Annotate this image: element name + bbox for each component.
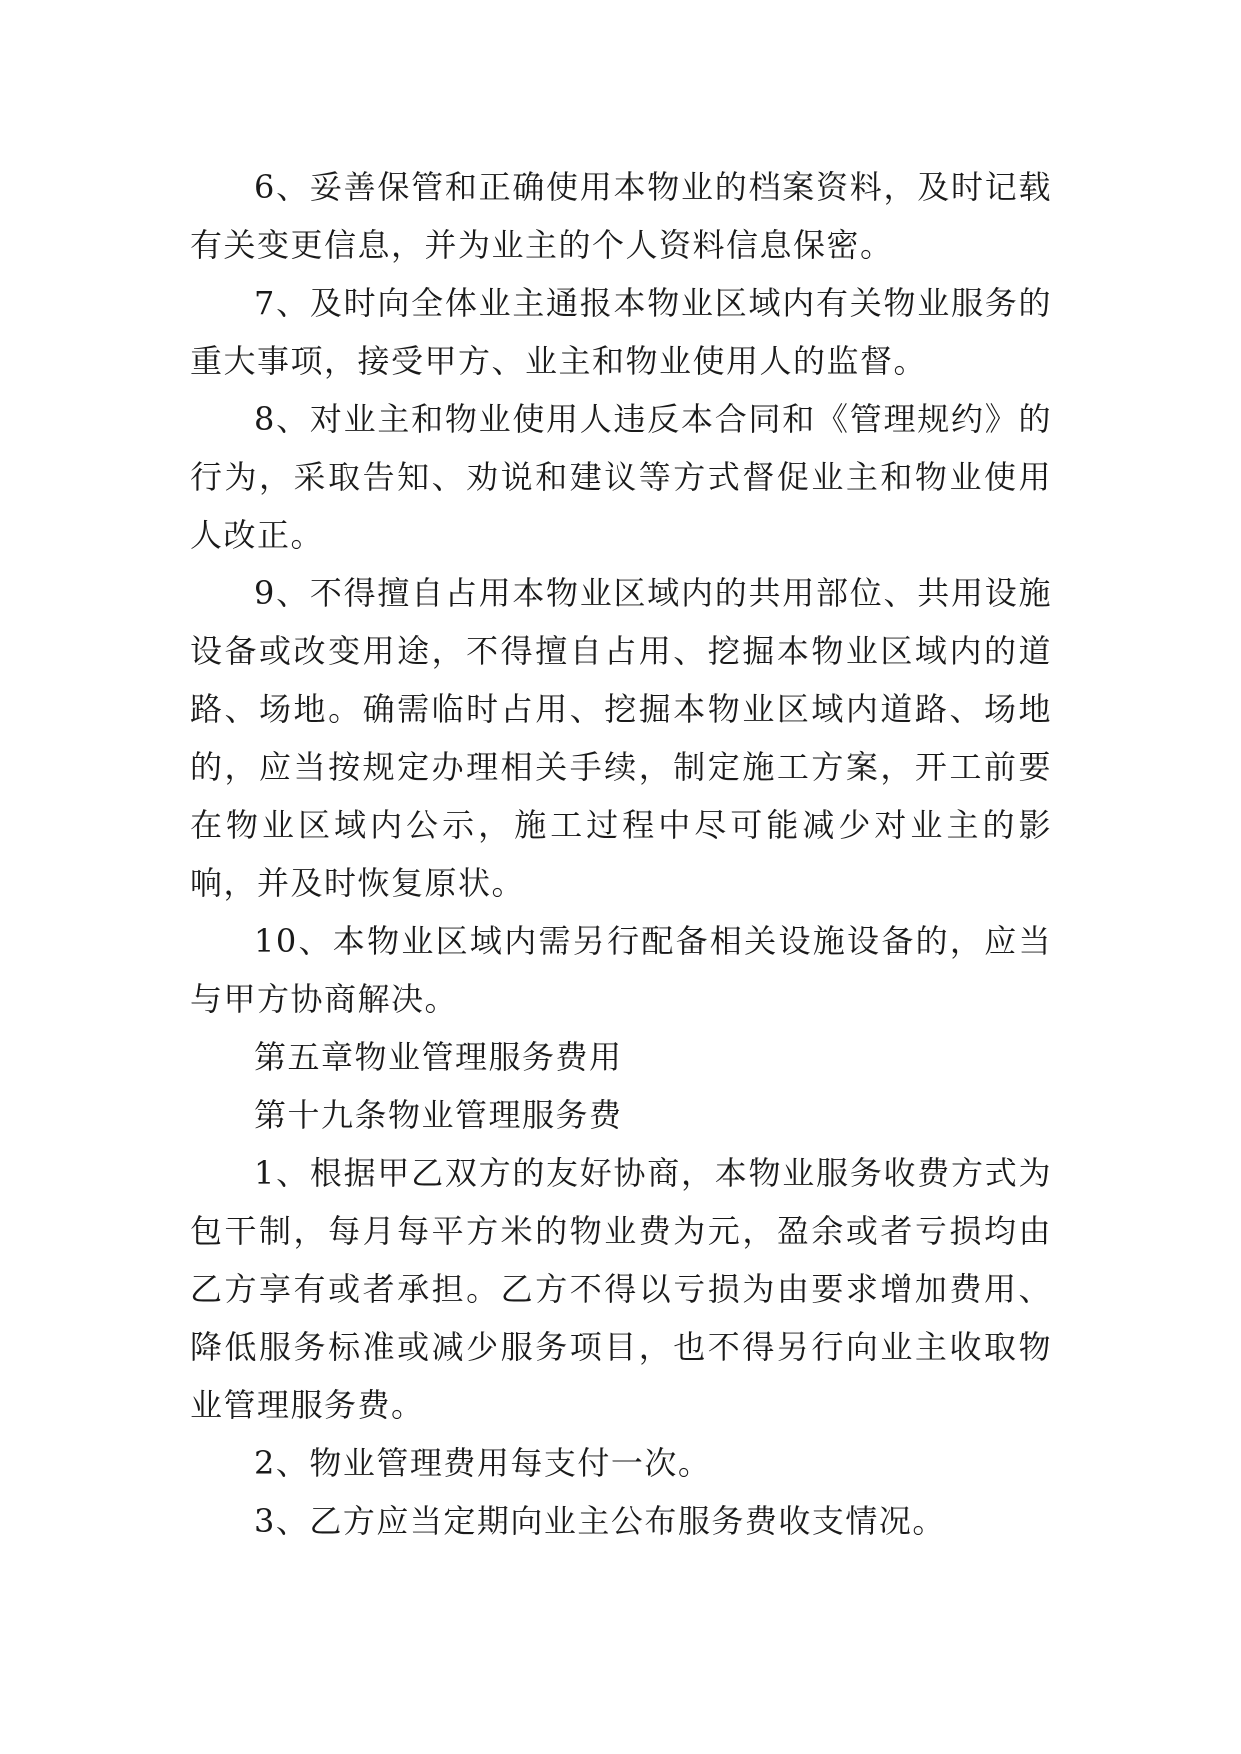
fee-item-2: 2、物业管理费用每支付一次。 [254, 1444, 712, 1482]
article-heading: 第十九条物业管理服务费 [254, 1096, 623, 1134]
chapter-heading: 第五章物业管理服务费用 [254, 1038, 623, 1076]
document-page [190, 158, 1052, 1550]
paragraph-item-6: 6、妥善保管和正确使用本物业的档案资料，及时记载有关变更信息，并为业主的个人资料信息保密。 [190, 168, 1052, 264]
fee-item-3: 3、乙方应当定期向业主公布服务费收支情况。 [254, 1502, 946, 1540]
fee-item-1: 1、根据甲乙双方的友好协商，本物业服务收费方式为包干制，每月每平方米的物业费为元，盈余或者亏损均由乙方享有或者承担。乙方不得以亏损为由要求增加费用、降低服务标准或减少服务项目，也不得另行向业主收取物业管理服务费。 [190, 1154, 1052, 1424]
paragraph-item-8: 8、对业主和物业使用人违反本合同和《管理规约》的行为，采取告知、劝说和建议等方式督促业主和物业使用人改正。 [190, 400, 1052, 554]
paragraph-item-10: 10、本物业区域内需另行配备相关设施设备的，应当与甲方协商解决。 [190, 922, 1052, 1018]
paragraph-item-7: 7、及时向全体业主通报本物业区域内有关物业服务的重大事项，接受甲方、业主和物业使用人的监督。 [190, 284, 1052, 380]
paragraph-item-9: 9、不得擅自占用本物业区域内的共用部位、共用设施设备或改变用途，不得擅自占用、挖掘本物业区域内的道路、场地。确需临时占用、挖掘本物业区域内道路、场地的，应当按规定办理相关手续，制定施工方案，开工前要在物业区域内公示，施工过程中尽可能减少对业主的影响，并及时恢复原状。 [190, 574, 1052, 902]
